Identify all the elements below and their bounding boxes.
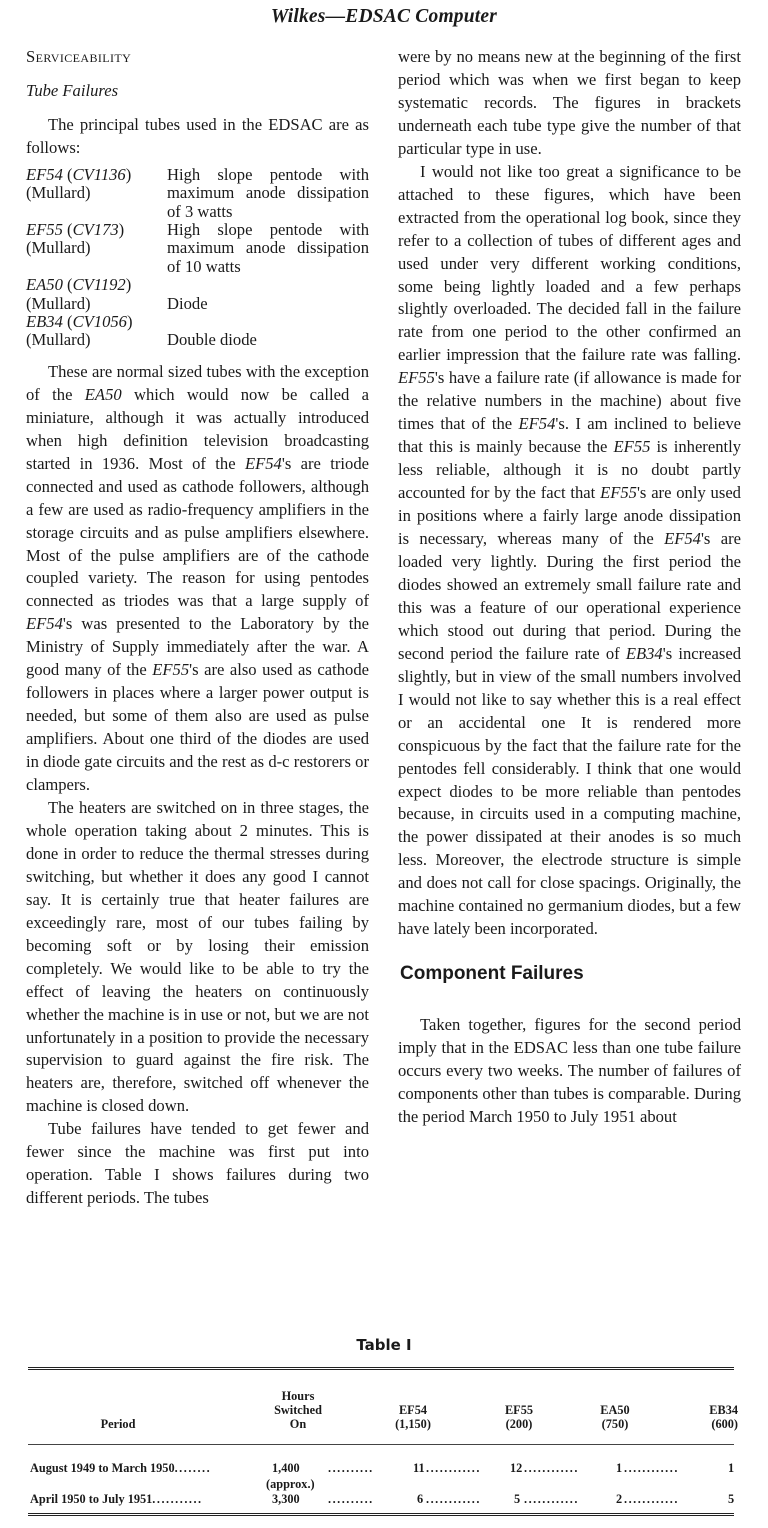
dot-leader: ............ [624,1461,679,1475]
table-title: Table I [356,1336,412,1354]
tube-description: High slope pentode with maximum anode dissipation of 3 watts [167,164,369,221]
dot-leader: ........ [174,1461,212,1475]
tube-cv: CV1056 [72,312,127,332]
tube-type: EF54 [26,164,63,184]
section-heading-component-failures: Component Failures [400,963,584,985]
tube-description: Double diode [167,330,257,350]
cell-hours: 3,300 [272,1492,300,1506]
tube-maker: (Mullard) [26,330,91,350]
dot-leader: ............ [524,1461,579,1475]
dot-leader: .......... [328,1461,374,1475]
body-paragraph: Tube failures have tended to get fewer and fewer since the machine was first put into operation. Table I shows failures during two different periods. The tubes [26,1119,369,1208]
header-hours-line: On [289,1417,307,1431]
intro-paragraph: The principal tubes used in the EDSAC are as follows: [26,114,369,157]
cell-ea50: 1 [616,1461,623,1475]
left-column [26,46,369,1210]
header-tube-name: EF55 [504,1403,533,1417]
body-paragraph: I would not like too great a significance to be attached to these figures, which have been extracted from the operational log book, since they refer to a collection of tubes of different ages and used under very different working conditions, some being lightly loaded and a few perhaps slightly overloaded. The decided fall in the failure rate from one period to the other confirmed an earlier impression that the failure rate was falling. EF55's have a failure rate (if allowance is made for the relative numbers in the machine) about five times that of the EF54's. I am inclined to believe that this is mainly because the EF55 is inherently less reliable, although it is no doubt partly accounted for by the fact that EF55's are only used in positions where a fairly large anode dissipation is necessary, whereas many of the EF54's are loaded very lightly. During the first period the diodes showed an extremely small failure rate and this was a feature of our operational experience which stood out during that period. During the second period the failure rate of EB34's increased slightly, but in view of the small numbers involved I would not like to say whether this is a real effect or an accidental one It is rendered more conspicuous by the fact that the failure rate for the pentodes fell considerably. I think that one would expect diodes to be more reliable than pentodes because, in circuits used in a computing machine, the power dissipated at their anodes is so much less. Moreover, the electrode structure is simple and does not call for close spacings. Originally, the machine contained no germanium diodes, but a few have lately been incorporated. [398,161,742,939]
body-paragraph: Taken together, figures for the second period imply that in the EDSAC less than one tube failure occurs every two weeks. The number of failures of components other than tubes is comparable. During the period March 1950 to July 1951 about [398,1015,741,1126]
tube-designation: EF54 [26,614,63,634]
tube-description: Diode [167,293,208,313]
tube-maker: (Mullard) [26,238,91,258]
tube-cv: CV1192 [72,275,126,295]
right-column [398,46,741,1129]
tube-type: EB34 [26,312,63,332]
cell-eb34: 5 [728,1492,735,1506]
cell-ea50: 2 [616,1492,623,1506]
tube-item-eb34: EB34 (CV1056) (Mullard) Double diode [26,313,369,350]
header-ef54 [378,1403,448,1431]
header-ea50 [580,1403,650,1431]
dot-leader: ............ [426,1461,481,1475]
section-heading-serviceability: Serviceability [26,47,132,66]
body-paragraph: The heaters are switched on in three stages, the whole operation taking about 2 minutes. This is done in order to reduce the thermal stresses during switching, but whether it does any good I cannot say. It is certainly true that heater failures are exceedingly rare, most of our tubes failing by becoming soft or by losing their emission completely. We would like to be able to try the effect of leaving the heaters on continuously whether the machine is in use or not, but we are not unfortunately in a position to provide the necessary supervision to guard against the fire risk. The heaters are, therefore, switched off whenever the machine is closed down. [26,797,369,1116]
header-tube-name: EB34 [709,1403,738,1417]
tube-designation: EF55 [398,368,435,388]
header-tube-count: (200) [505,1417,533,1431]
cell-ef54: 11 [413,1461,425,1475]
table-header [28,1370,738,1444]
tube-item-ef55: EF55 (CV173) (Mullard) High slope pentode with maximum anode dissipation of 10 watts [26,220,369,276]
tube-type: EA50 [26,275,63,295]
body-paragraph: These are normal sized tubes with the exception of the EA50 which would now be called a miniature, although it was actually introduced when high definition television broadcasting started in 1936. Most of the EF54's are triode connected and used as cathode followers, although a few are used as radio-frequency amplifiers in the storage circuits and as pulse amplifiers elsewhere. Most of the pulse amplifiers are of the cathode coupled variety. The reason for using pentodes connected as triodes was that a large supply of EF54's was presented to the Laboratory by the Ministry of Supply immediately after the war. A good many of the EF55's are also used as cathode followers in places where a larger power output is needed, but some of them also are used as pulse amplifiers. About one third of the diodes are used in diode gate circuits and the rest as d-c restorers or clampers. [26,361,370,795]
tube-designation: EA50 [84,384,122,404]
tube-failures-table [28,1367,738,1516]
tube-designation: EF55 [613,437,651,457]
header-ef55 [484,1403,554,1431]
subsection-heading-tube-failures: Tube Failures [26,80,119,100]
table-body [28,1445,734,1513]
tube-designation: EF54 [518,414,556,434]
header-hours-line: Hours [281,1389,315,1403]
tube-list [26,166,369,350]
tube-designation: EB34 [625,643,663,663]
tube-cv: CV1136 [72,164,126,184]
header-hours-line: Switched [274,1403,322,1417]
cell-hours: 1,400 [272,1461,300,1475]
tube-designation: EF54 [244,453,282,473]
dot-leader: ............ [624,1492,679,1506]
tube-type: EF55 [26,220,63,240]
dot-leader: ............ [524,1492,579,1506]
tube-maker: (Mullard) [26,293,91,313]
header-tube-count: (750) [601,1417,629,1431]
dot-leader: ........... [152,1492,203,1506]
header-hours [258,1389,338,1431]
dot-leader: ............ [426,1492,481,1506]
period-text: August 1949 to March 1950 [30,1461,175,1475]
tube-item-ef54: EF54 (CV1136) (Mullard) High slope pentode with maximum anode dissipation of 3 watts [26,164,369,221]
header-tube-name: EF54 [398,1403,427,1417]
running-head: Wilkes—EDSAC Computer [270,6,498,27]
cell-hours-note: (approx.) [266,1477,315,1491]
tube-item-ea50: EA50 (CV1192) (Mullard) Diode [26,276,369,313]
cell-ef55: 5 [514,1492,521,1506]
header-tube-count: (1,150) [395,1417,431,1431]
body-paragraph: were by no means new at the beginning of the first period which was when we first began to keep systematic records. The figures in brackets underneath each tube type give the number of that particular type in use. [398,47,741,158]
table-bottom-rule [28,1513,734,1516]
header-tube-name: EA50 [600,1403,630,1417]
period-text: April 1950 to July 1951 [30,1492,153,1506]
tube-maker: (Mullard) [26,183,91,203]
tube-cv: CV173 [72,220,119,240]
tube-designation: EF55 [600,483,637,503]
header-tube-count: (600) [711,1417,738,1431]
header-period: Period [100,1417,136,1431]
cell-ef55: 12 [510,1461,523,1475]
tube-description: High slope pentode with maximum anode dissipation of 10 watts [167,220,369,276]
header-eb34 [668,1403,738,1431]
cell-eb34: 1 [728,1461,735,1475]
cell-period [30,1461,211,1476]
cell-period [30,1492,203,1507]
tube-designation: EF55 [152,660,190,680]
cell-ef54: 6 [417,1492,424,1506]
dot-leader: .......... [328,1492,374,1506]
tube-designation: EF54 [664,529,701,549]
